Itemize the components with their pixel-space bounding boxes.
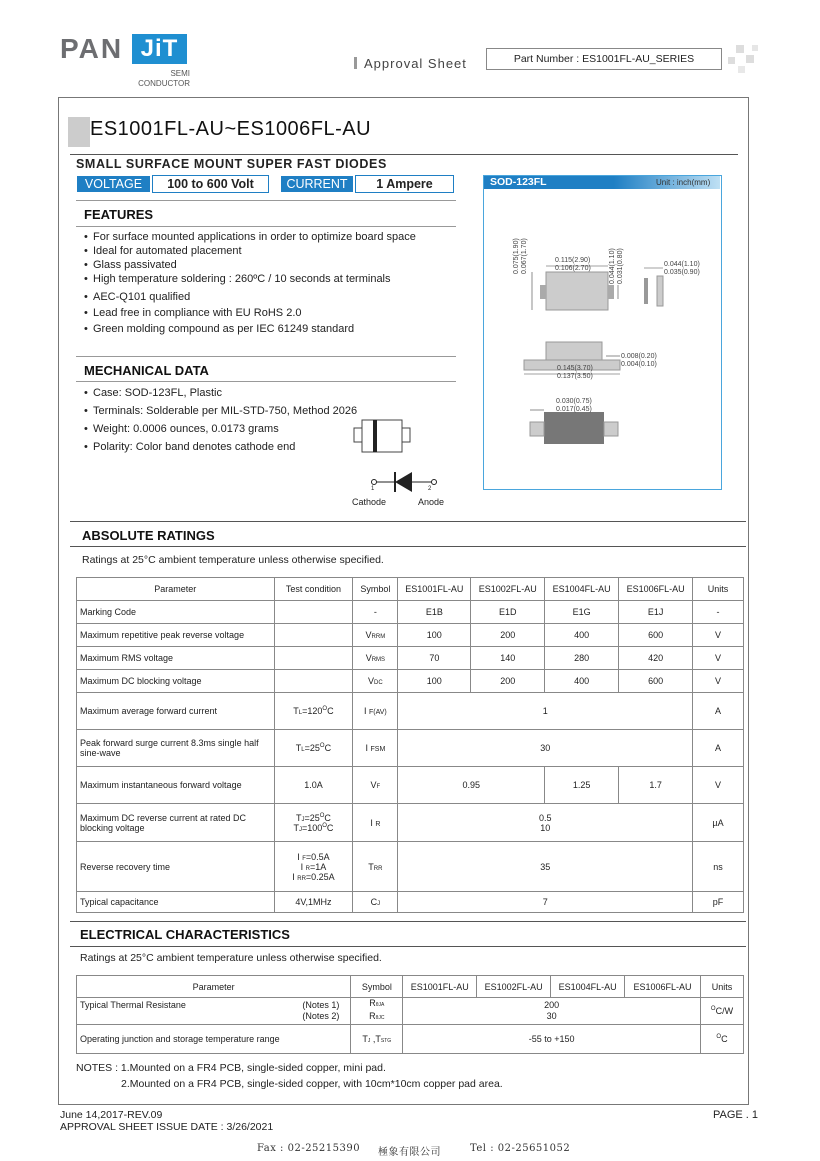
cond: I [300, 861, 304, 872]
symbol-line [354, 998, 399, 1011]
cell [353, 842, 398, 892]
electrical-note: Ratings at 25°C ambient temperature unless otherwise specified. [80, 952, 382, 964]
cell: 400 [545, 670, 619, 693]
cell [403, 998, 701, 1025]
features-list [84, 230, 416, 336]
symbol: I [370, 817, 373, 828]
cell: 140 [471, 647, 545, 670]
table-row [77, 601, 744, 624]
symbol-sub: R [375, 820, 381, 828]
col-header: ES1004FL-AU [551, 976, 625, 998]
cell: V [693, 670, 744, 693]
table-row [77, 693, 744, 730]
cell: V [693, 624, 744, 647]
col-header: ES1002FL-AU [471, 578, 545, 601]
cell [274, 670, 353, 693]
symbol: R [369, 998, 376, 1008]
list-item: • Weight: 0.0006 ounces, 0.0173 grams [84, 422, 357, 436]
symbol-line [354, 1011, 399, 1024]
symbol-sub: STG [380, 1038, 392, 1044]
issue-date: APPROVAL SHEET ISSUE DATE : 3/26/2021 [60, 1121, 274, 1133]
col-header: ES1001FL-AU [398, 578, 471, 601]
cond: T [293, 706, 299, 716]
col-header: ES1004FL-AU [545, 578, 619, 601]
dim-label: 0.075(1.90) [513, 238, 520, 274]
tel-number: Tel : 02-25651052 [470, 1143, 571, 1154]
dim-label: 0.017(0.45) [556, 406, 592, 413]
logo-sub-conductor: CONDUCTOR [138, 79, 190, 88]
cell: µA [693, 804, 744, 842]
table-row [77, 842, 744, 892]
logo-sub-semi: SEMI [170, 69, 190, 78]
cell: 420 [619, 647, 693, 670]
dim-label: 0.035(0.90) [664, 269, 700, 276]
cell [274, 842, 353, 892]
current-label: CURRENT [281, 176, 353, 192]
dim-label: 0.067(1.70) [521, 238, 528, 274]
cell: 1.7 [619, 767, 693, 804]
cond: =25 [304, 743, 320, 753]
logo-pan-text: PAN [60, 33, 124, 64]
approval-sheet-label: Approval Sheet [354, 56, 467, 71]
cond-sub: J [301, 816, 305, 823]
divider [76, 381, 456, 382]
unit: C [721, 1034, 728, 1044]
cell: E1G [545, 601, 619, 624]
symbol-sub: RMS [371, 657, 386, 663]
divider [76, 200, 456, 201]
electrical-heading: ELECTRICAL CHARACTERISTICS [80, 927, 290, 942]
electrical-table [76, 975, 744, 1054]
cell: Marking Code [77, 601, 275, 624]
list-item: • For surface mounted applications in order to optimize board space [84, 230, 416, 244]
cond-sub: RR [297, 875, 306, 882]
cond: T [295, 743, 302, 753]
cell: 35 [398, 842, 693, 892]
cell: Operating junction and storage temperature range [77, 1025, 351, 1054]
cell [353, 670, 398, 693]
cond: I [292, 871, 295, 882]
dim-label: 0.004(0.10) [621, 361, 657, 368]
page-title: ES1001FL-AU~ES1006FL-AU [90, 118, 372, 140]
cell [353, 767, 398, 804]
absolute-ratings-heading: ABSOLUTE RATINGS [82, 528, 215, 543]
cond-line [278, 862, 350, 872]
cond-sub: F [302, 855, 306, 862]
cond-sub: L [298, 710, 303, 716]
list-item: • Terminals: Solderable per MIL-STD-750, Method 2026 [84, 404, 357, 418]
anode-label: Anode [418, 497, 445, 507]
symbol-sub: F(AV) [369, 709, 387, 716]
cell: -55 to +150 [403, 1025, 701, 1054]
col-header: Test condition [274, 578, 353, 601]
symbol: T [368, 861, 374, 872]
table-row [77, 647, 744, 670]
cell: 200 [471, 670, 545, 693]
voltage-label: VOLTAGE [77, 176, 150, 192]
col-header: Symbol [351, 976, 403, 998]
cond: T [293, 822, 299, 833]
cond-line [278, 852, 350, 862]
symbol-sub: J [377, 901, 381, 907]
cond-sup: O [322, 822, 327, 829]
symbol: V [365, 630, 372, 640]
symbol: R [369, 1011, 376, 1021]
cond: C [327, 706, 334, 716]
cell: 7 [398, 892, 693, 913]
cell: - [353, 601, 398, 624]
symbol-sub: θJA [375, 1002, 385, 1008]
mechanical-heading: MECHANICAL DATA [84, 363, 209, 378]
cell: 1 [398, 693, 693, 730]
cond-sub: J [298, 826, 302, 833]
features-heading: FEATURES [84, 207, 154, 222]
cell: 0.95 [398, 767, 545, 804]
symbol-sub: RR [373, 865, 383, 872]
divider [70, 921, 746, 922]
polarity-diagram [350, 410, 460, 510]
cond: =120 [302, 706, 323, 716]
param-text: Typical Thermal Resistane [80, 1000, 186, 1010]
cell: Maximum average forward current [77, 693, 275, 730]
unit: C/W [715, 1006, 734, 1016]
cell [353, 730, 398, 767]
cond: =1A [310, 861, 327, 872]
table-header-row [77, 578, 744, 601]
value: 30 [546, 1011, 557, 1021]
cell: 600 [619, 624, 693, 647]
cond: =0.25A [305, 871, 335, 882]
voltage-value: 100 to 600 Volt [152, 175, 269, 193]
cell [353, 892, 398, 913]
mechanical-list [84, 386, 357, 454]
dim-label: 0.115(2.90) [555, 257, 591, 264]
col-header: ES1001FL-AU [403, 976, 477, 998]
cond-sup: O [319, 812, 325, 819]
package-drawing [484, 190, 720, 486]
symbol-sub: RRM [371, 634, 386, 640]
cond: =0.5A [305, 851, 330, 862]
col-header: Units [693, 578, 744, 601]
cell [274, 647, 353, 670]
table-row [77, 730, 744, 767]
cond-line [278, 813, 350, 823]
package-unit: Unit : inch(mm) [656, 178, 711, 187]
dim-label: 0.145(3.70) [557, 365, 593, 372]
page-number: PAGE . 1 [713, 1109, 759, 1121]
cell [351, 998, 403, 1025]
cell: 100 [398, 624, 471, 647]
table-row [77, 767, 744, 804]
list-item: • Polarity: Color band denotes cathode end [84, 440, 357, 454]
cathode-label: Cathode [352, 497, 387, 507]
symbol: V [370, 780, 377, 790]
cell: V [693, 647, 744, 670]
divider [70, 546, 746, 547]
cell: Maximum DC blocking voltage [77, 670, 275, 693]
cell: Reverse recovery time [77, 842, 275, 892]
symbol-sub: J [367, 1038, 371, 1044]
cond: C [324, 812, 331, 823]
symbol: V [368, 676, 375, 686]
cell: 1.0A [274, 767, 353, 804]
table-row [77, 624, 744, 647]
cell: 1.25 [545, 767, 619, 804]
table-row [77, 670, 744, 693]
dim-label: 0.106(2.70) [555, 265, 591, 272]
divider [70, 521, 746, 522]
revision-date: June 14,2017-REV.09 [60, 1109, 163, 1121]
note-2: 2.Mounted on a FR4 PCB, single-sided copper, with 10cm*10cm copper pad area. [121, 1078, 503, 1090]
cell [700, 998, 743, 1025]
cell [77, 998, 351, 1025]
divider [76, 356, 456, 357]
divider [76, 226, 456, 227]
pin2-label: 2 [428, 486, 432, 492]
col-header: Parameter [77, 578, 275, 601]
unit-sup: O [710, 1006, 716, 1012]
cell: 30 [398, 730, 693, 767]
cell [274, 730, 353, 767]
cond-line [278, 872, 350, 882]
unit-sup: O [716, 1034, 722, 1040]
divider [70, 946, 746, 947]
absolute-ratings-note: Ratings at 25°C ambient temperature unless otherwise specified. [82, 554, 384, 566]
divider [70, 154, 738, 155]
symbol-sub: FSM [370, 746, 386, 753]
dim-label: 0.044(1.10) [664, 261, 700, 268]
logo-subtitle [130, 69, 190, 89]
dim-label: 0.031(0.80) [617, 248, 624, 284]
cell: E1B [398, 601, 471, 624]
symbol: V [365, 653, 372, 663]
symbol: I [365, 743, 368, 753]
cell: Maximum RMS voltage [77, 647, 275, 670]
symbol: ,T [370, 1034, 381, 1044]
fax-number: Fax : 02-25215390 [257, 1143, 361, 1154]
cell: Typical capacitance [77, 892, 275, 913]
cond: C [324, 743, 332, 753]
cond: =100 [301, 822, 323, 833]
notes-refs [302, 1000, 347, 1022]
table-header-row [77, 976, 744, 998]
part-number-box: Part Number : ES1001FL-AU_SERIES [486, 48, 722, 70]
cell: ns [693, 842, 744, 892]
note-1: NOTES : 1.Mounted on a FR4 PCB, single-sided copper, mini pad. [76, 1062, 386, 1074]
cond: C [326, 822, 334, 833]
cond-sub: L [301, 747, 305, 753]
cell [353, 624, 398, 647]
cell [398, 804, 693, 842]
value: 10 [540, 822, 551, 833]
symbol: T [362, 1034, 368, 1044]
cell: Peak forward surge current 8.3ms single half sine-wave [77, 730, 275, 767]
table-row [77, 804, 744, 842]
cell [353, 804, 398, 842]
col-header: ES1006FL-AU [619, 578, 693, 601]
cond-sup: O [322, 706, 328, 712]
title-tab-decor [68, 117, 90, 147]
cell: E1D [471, 601, 545, 624]
absolute-ratings-table [76, 577, 744, 913]
col-header: ES1006FL-AU [625, 976, 701, 998]
cell: E1J [619, 601, 693, 624]
cell: - [693, 601, 744, 624]
col-header: Units [700, 976, 743, 998]
symbol-sub: DC [374, 680, 383, 686]
logo-jit-text: JiT [132, 34, 187, 64]
cell [274, 804, 353, 842]
cell: pF [693, 892, 744, 913]
cond-sub: R [305, 865, 310, 872]
cell: 200 [471, 624, 545, 647]
cell: 4V,1MHz [274, 892, 353, 913]
cell: Maximum DC reverse current at rated DC blocking voltage [77, 804, 275, 842]
current-value: 1 Ampere [355, 175, 454, 193]
col-header: Parameter [77, 976, 351, 998]
company-name: 極象有限公司 [378, 1147, 441, 1158]
cond: I [297, 851, 300, 862]
cond: T [295, 812, 302, 823]
value: 200 [544, 1000, 560, 1010]
table-row [77, 998, 744, 1025]
symbol: C [370, 897, 378, 907]
table-row [77, 892, 744, 913]
cell: 600 [619, 670, 693, 693]
dim-label: 0.044(1.10) [609, 248, 616, 284]
cond: =25 [304, 812, 320, 823]
package-name: SOD-123FL [490, 176, 547, 188]
table-row [77, 1025, 744, 1054]
cell: Maximum instantaneous forward voltage [77, 767, 275, 804]
symbol-sub: θJC [375, 1015, 385, 1021]
list-item: • AEC-Q101 qualified [84, 290, 416, 304]
cell: 100 [398, 670, 471, 693]
list-item: • Case: SOD-123FL, Plastic [84, 386, 357, 400]
cell [700, 1025, 743, 1054]
cell: V [693, 767, 744, 804]
cell [353, 693, 398, 730]
col-header: Symbol [353, 578, 398, 601]
cell [274, 693, 353, 730]
list-item: • Green molding compound as per IEC 61249 standard [84, 322, 416, 336]
cell: Maximum repetitive peak reverse voltage [77, 624, 275, 647]
cond-line [278, 823, 350, 833]
cell: 70 [398, 647, 471, 670]
cell [351, 1025, 403, 1054]
symbol-sub: F [376, 784, 381, 790]
cell: 280 [545, 647, 619, 670]
cell [274, 624, 353, 647]
dim-label: 0.008(0.20) [621, 353, 657, 360]
cell: A [693, 730, 744, 767]
cell [353, 647, 398, 670]
pin1-label: 1 [371, 486, 375, 492]
list-item: • Ideal for automated placement [84, 244, 416, 258]
cell: 400 [545, 624, 619, 647]
dim-label: 0.030(0.75) [556, 398, 592, 405]
symbol: I [363, 706, 367, 716]
list-item: • Glass passivated [84, 258, 416, 272]
subtitle: SMALL SURFACE MOUNT SUPER FAST DIODES [76, 157, 387, 171]
note-ref: (Notes 2) [302, 1011, 340, 1021]
list-item: • Lead free in compliance with EU RoHS 2.0 [84, 306, 416, 320]
cell: A [693, 693, 744, 730]
value: 0.5 [538, 812, 552, 823]
cell [274, 601, 353, 624]
list-item: • High temperature soldering : 260ºC / 10 seconds at terminals [84, 272, 416, 286]
dim-label: 0.137(3.50) [557, 373, 593, 380]
note-ref: (Notes 1) [302, 1000, 340, 1010]
col-header: ES1002FL-AU [477, 976, 551, 998]
cond-sup: O [319, 743, 325, 749]
